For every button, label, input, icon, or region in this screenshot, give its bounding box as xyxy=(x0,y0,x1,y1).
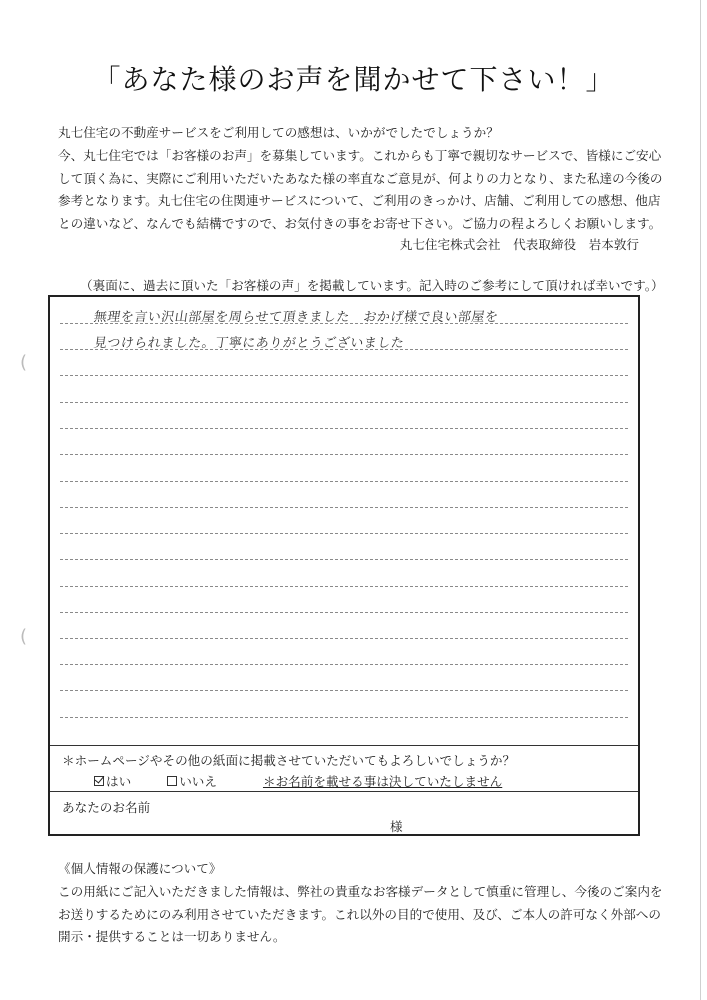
margin-mark: ( xyxy=(20,352,28,373)
checkbox-icon[interactable] xyxy=(167,776,177,786)
company-signature: 丸七住宅株式会社 代表取締役 岩本敦行 xyxy=(399,237,639,252)
ruled-line xyxy=(60,690,628,691)
section-divider xyxy=(50,791,638,792)
ruled-line xyxy=(60,664,628,665)
ruled-line xyxy=(60,481,628,482)
ruled-line xyxy=(60,454,628,455)
name-honorific: 様 xyxy=(390,819,403,834)
ruled-line xyxy=(60,559,628,560)
ruled-line xyxy=(60,507,628,508)
intro-line: 参考となります。丸七住宅の住関連サービスについて、ご利用のきっかけ、店舗、ご利用しての感想、他店 xyxy=(58,193,661,209)
intro-line: 今、丸七住宅では「お客様のお声」を募集しています。これからも丁寧で親切なサービスで、皆様にご安心 xyxy=(58,147,662,163)
privacy-policy xyxy=(58,858,678,949)
ruled-line xyxy=(60,717,628,718)
publication-consent-question: ＊ホームページやその他の紙面に掲載させていただいてもよろしいでしょうか？ xyxy=(62,753,516,768)
consent-no-label: いいえ xyxy=(179,774,217,789)
privacy-line: お送りするためにのみ利用させていただきます。これ以外の目的で使用、及び、ご本人の許可なく外部への xyxy=(58,906,661,922)
publication-consent-options xyxy=(94,771,502,790)
privacy-line: この用紙にご記入いただきました情報は、弊社の貴重なお客様データとして慎重に管理し、今後のご案内を xyxy=(58,883,663,899)
ruled-line xyxy=(60,612,628,613)
intro-text xyxy=(58,122,663,236)
comment-writing-area[interactable] xyxy=(50,297,638,745)
ruled-line xyxy=(60,428,628,429)
name-field-label: あなたのお名前 xyxy=(62,800,151,815)
feedback-form xyxy=(48,295,640,836)
consent-yes-label: はい xyxy=(106,774,132,789)
handwritten-comment-line: 見つけられました。丁寧にありがとうございました xyxy=(92,336,406,351)
section-divider xyxy=(50,745,638,746)
reference-note: （裏面に、過去に頂いた「お客様の声」を掲載しています。記入時のご参考にして頂ければ幸いです。） xyxy=(80,278,664,293)
intro-line: 丸七住宅の不動産サービスをご利用しての感想は、いかがでしたでしょうか？ xyxy=(58,125,499,140)
name-not-published-note: ＊お名前を載せる事は決していたしません xyxy=(262,774,503,789)
ruled-line xyxy=(60,375,628,376)
intro-line: との違いなど、なんでも結構ですので、お気付きの事をお寄せ下さい。ご協力の程よろしくお願いします。 xyxy=(58,216,662,232)
ruled-line xyxy=(60,638,628,639)
margin-mark: ( xyxy=(20,626,28,647)
intro-line: して頂く為に、実際にご利用いただいたあなた様の率直なご意見が、何よりの力となり、また私達の今後の xyxy=(58,170,663,186)
ruled-line xyxy=(60,533,628,534)
privacy-line: 開示・提供することは一切ありません。 xyxy=(58,929,286,945)
handwritten-comment-line: 無理を言い沢山部屋を周らせて頂きました おかげ様で良い部屋を xyxy=(92,310,500,325)
consent-yes-option[interactable] xyxy=(94,771,131,790)
privacy-heading: 《個人情報の保護について》 xyxy=(58,861,222,876)
page-edge xyxy=(700,0,701,1000)
checkbox-checked-icon[interactable] xyxy=(94,776,104,786)
consent-no-option[interactable] xyxy=(167,771,217,790)
ruled-line xyxy=(60,586,628,587)
page-title: 「あなた様のお声を聞かせて下さい！」 xyxy=(92,63,615,96)
ruled-line xyxy=(60,402,628,403)
